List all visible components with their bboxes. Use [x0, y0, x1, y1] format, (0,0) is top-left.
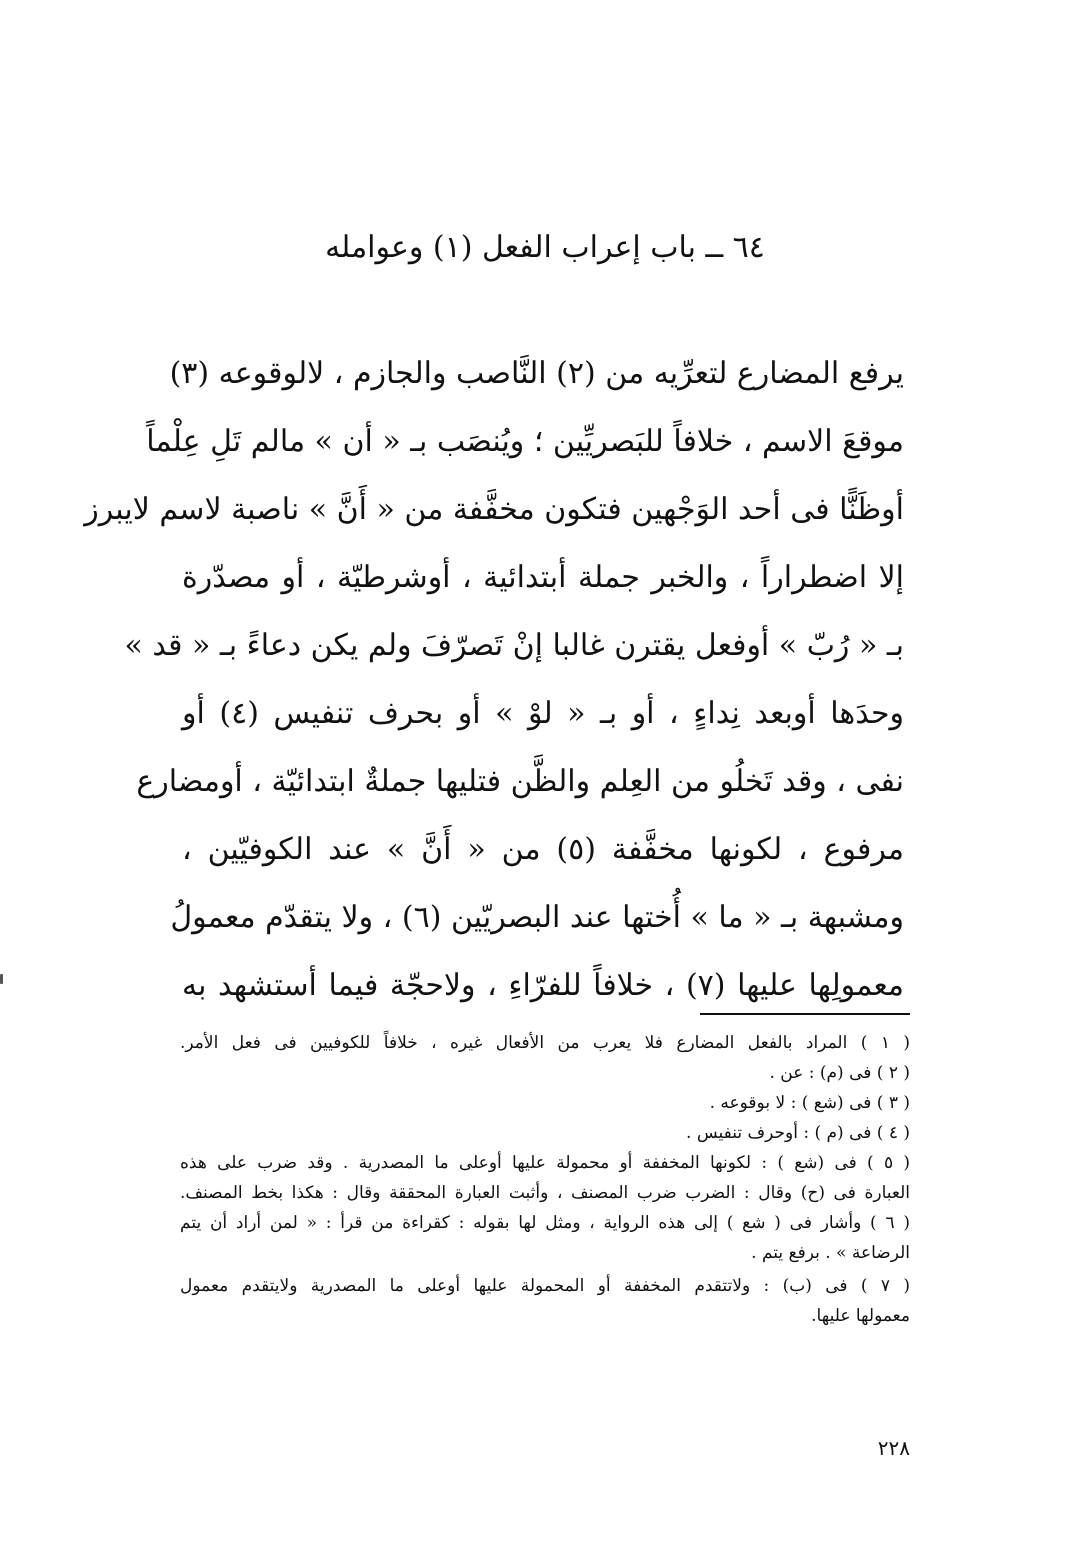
body-line: يرفع المضارع لتعرِّيه من (٢) النَّاصب والجازم ، لالوقوعه (٣) [169, 356, 904, 391]
body-line: إلا اضطراراً ، والخبر جملة أبتدائية ، أوشرطيّة ، أو مصدّرة [182, 560, 904, 595]
footnote-line: ( ٣ ) فى (شع ) : لا بوقوعه . [709, 1093, 910, 1113]
page-number: ٢٢٨ [877, 1436, 910, 1460]
body-line: موقعَ الاسم ، خلافاً للبَصريِّين ؛ ويُنصَب بـ « أن » مالم تَلِ عِلْماً [146, 424, 904, 459]
body-line: مرفوع ، لكونها مخفَّفة (٥) من « أَنَّ » عند الكوفيّين ، [182, 832, 904, 867]
footnote-line: ( ١ ) المراد بالفعل المضارع فلا يعرب من الأفعال غيره ، خلافاً للكوفيين فى فعل الأمر. [180, 1033, 910, 1053]
body-line: وحدَها أوبعد نِداءٍ ، أو بـ « لوْ » أو بحرف تنفيس (٤) أو [182, 696, 904, 731]
body-text [84, 340, 904, 1020]
footnote-line: ( ٦ ) وأشار فى ( شع ) إلى هذه الرواية ، ومثل لها بقوله : كقراءة من قرأ : « لمن أراد أن يتم [180, 1213, 910, 1233]
footnote-line: معمولها عليها. [811, 1306, 910, 1326]
footnote-line: ( ٤ ) فى (م ) : أوحرف تنفيس . [686, 1123, 910, 1143]
footnote-line: ( ٥ ) فى (شع ) : لكونها المخففة أو محمولة عليها أوعلى ما المصدرية . وقد ضرب على هذه [180, 1153, 910, 1173]
footnote-line: الرضاعة » . برفع يتم . [751, 1243, 910, 1263]
footnote-line: ( ٧ ) فى (ب) : ولاتتقدم المخففة أو المحمولة عليها أوعلى ما المصدرية ولايتقدم معمول [180, 1276, 910, 1296]
footnote-line: العبارة فى (ح) وقال : الضرب ضرب المصنف ، وأثبت العبارة المحققة وقال : هكذا بخط المصنف. [180, 1183, 910, 1203]
footnotes [180, 1028, 910, 1331]
scan-mark [0, 974, 3, 984]
body-line: أوظَنًّا فى أحد الوَجْهين فتكون مخفَّفة من « أَنَّ » ناصبة لاسم لايبرز [84, 492, 904, 527]
body-line: بـ « رُبّ » أوفعل يقترن غالبا إنْ تَصرّفَ ولم يكن دعاءً بـ « قد » [124, 628, 904, 663]
body-line: ومشبهة بـ « ما » أُختها عند البصريّين (٦) ، ولا يتقدّم معمولُ [170, 900, 904, 935]
body-line: نفى ، وقد تَخلُو من العِلم والظَّن فتليها جملةٌ ابتدائيّة ، أومضارع [136, 764, 904, 799]
footnote-line: ( ٢ ) فى (م) : عن . [769, 1063, 910, 1083]
body-line: معمولِها عليها (٧) ، خلافاً للفرّاءِ ، ولاحجّة فيما أستشهد به [182, 968, 904, 1003]
footnote-divider [700, 1013, 910, 1015]
chapter-heading: ٦٤ ــ باب إعراب الفعل (١) وعوامله [325, 230, 765, 265]
